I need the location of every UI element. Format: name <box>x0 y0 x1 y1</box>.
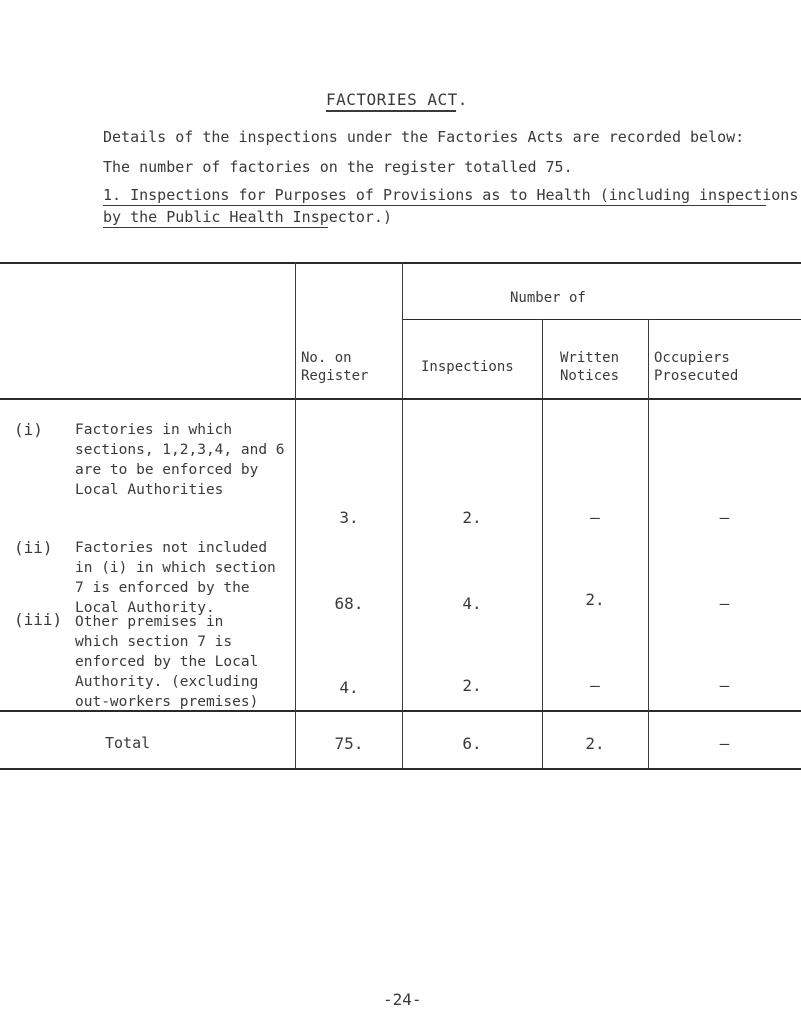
header-notices-line2: Notices <box>560 368 620 384</box>
page-title: FACTORIES ACT. <box>326 90 468 109</box>
total-inspections: 6. <box>462 734 482 753</box>
row-1-label-line: Factories in which <box>75 422 233 438</box>
row-2-prosecuted: – <box>719 594 730 613</box>
row-1-number: (i) <box>14 420 43 439</box>
section-heading-line1: 1. Inspections for Purposes of Provisions as to Health (including inspections <box>103 186 799 204</box>
row-2-inspections: 4. <box>462 594 482 613</box>
row-2-label-line: in (i) in which section <box>75 560 276 576</box>
header-notices-line1: Written <box>560 350 620 366</box>
row-3-prosecuted: – <box>719 676 730 695</box>
row-2-label-line: Local Authority. <box>75 600 215 616</box>
row-3-notices: – <box>590 676 600 695</box>
row-2-number: (ii) <box>14 538 53 557</box>
row-1-register: 3. <box>339 508 359 527</box>
header-prosecuted <box>654 349 738 385</box>
row-1-label-line: Local Authorities <box>75 482 224 498</box>
header-register-line1: No. on <box>301 350 352 366</box>
header-register <box>301 349 368 385</box>
header-prosecuted-line2: Prosecuted <box>654 368 739 384</box>
table-bottom-rule <box>0 768 801 770</box>
register-total-text: The number of factories on the register totalled 75. <box>103 158 573 176</box>
header-register-line2: Register <box>301 368 369 384</box>
table-top-rule <box>0 262 801 264</box>
row-2-label-line: Factories not included <box>75 540 268 556</box>
total-register: 75. <box>334 734 364 753</box>
row-3-inspections: 2. <box>462 676 482 695</box>
col-divider-3 <box>542 319 543 768</box>
row-3-label-line: Authority. (excluding <box>75 674 259 690</box>
group-header-rule <box>402 319 801 320</box>
row-3-label <box>75 612 258 712</box>
row-1-label-line: are to be enforced by <box>75 462 259 478</box>
section-underline-2 <box>103 227 328 228</box>
row-3-label-line: Other premises in <box>75 614 224 630</box>
total-notices: 2. <box>585 734 605 753</box>
header-bottom-rule <box>0 398 801 400</box>
title-underline <box>326 110 456 112</box>
row-2-register: 68. <box>334 594 364 613</box>
row-1-label-line: sections, 1,2,3,4, and 6 <box>75 442 285 458</box>
row-3-label-line: which section 7 is <box>75 634 233 650</box>
section-heading-line2: by the Public Health Inspector.) <box>103 208 392 226</box>
row-1-notices: – <box>590 508 600 527</box>
intro-text: Details of the inspections under the Factories Acts are recorded below: <box>103 128 745 146</box>
page-number: -24- <box>383 990 422 1009</box>
row-1-label <box>75 420 285 500</box>
row-3-label-line: enforced by the Local <box>75 654 259 670</box>
row-1-inspections: 2. <box>462 508 482 527</box>
row-1-prosecuted: – <box>719 508 730 527</box>
group-header-number-of: Number of <box>510 290 586 306</box>
row-3-number: (iii) <box>14 610 63 629</box>
section-underline-1 <box>103 205 766 206</box>
header-prosecuted-line1: Occupiers <box>654 350 730 366</box>
row-3-label-line: out-workers premises) <box>75 694 259 710</box>
row-2-notices: 2. <box>585 590 605 609</box>
total-label: Total <box>105 734 151 752</box>
total-prosecuted: – <box>719 734 730 753</box>
row-2-label <box>75 538 276 618</box>
row-3-register: 4. <box>339 678 359 697</box>
header-inspections: Inspections <box>421 359 514 375</box>
row-2-label-line: 7 is enforced by the <box>75 580 250 596</box>
col-divider-4 <box>648 319 649 768</box>
header-notices <box>560 349 619 385</box>
